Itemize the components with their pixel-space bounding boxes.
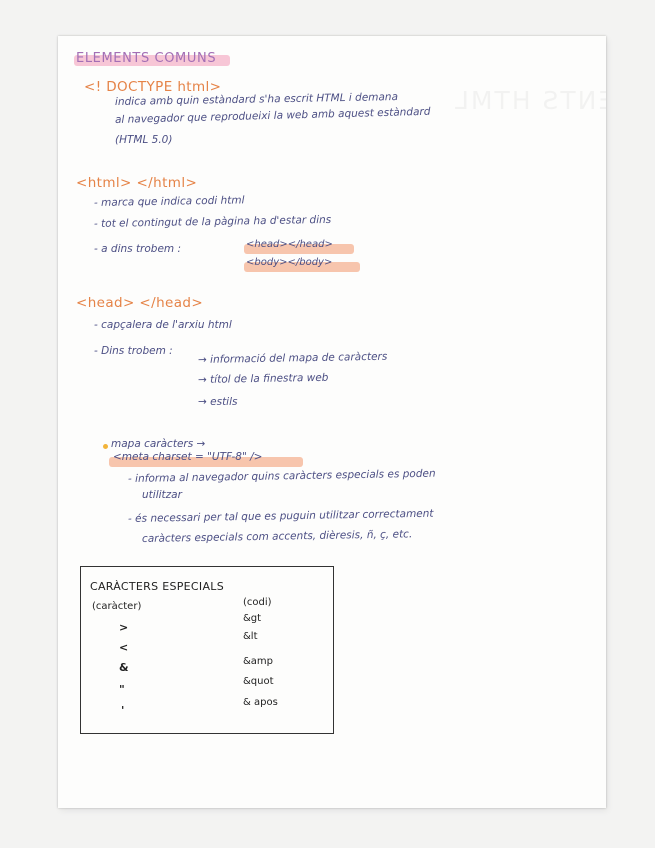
html-bullet-3: - a dins trobem : [94, 243, 182, 255]
head-arrow-1: → informació del mapa de caràcters [197, 350, 388, 366]
meta-charset-tag: <meta charset = "UTF-8" /> [113, 451, 263, 463]
code-ampersand: &amp [243, 656, 274, 667]
char-ampersand: & [119, 661, 129, 674]
doctype-line-3: (HTML 5.0) [115, 134, 173, 146]
head-heading: <head> </head> [76, 295, 204, 311]
doctype-line-1: indica amb quin estàndard s'ha escrit HTML i demana [114, 91, 399, 108]
bleed-through-decoration [453, 86, 606, 115]
html-bullet-1: - marca que indica codi html [93, 194, 245, 209]
column-header-code: (codi) [243, 597, 272, 608]
bullet-dot [103, 444, 108, 449]
char-greater-than: > [119, 621, 129, 634]
html-bullet-2: - tot el contingut de la pàgina ha d'estar dins [93, 213, 332, 230]
charmap-line-3: - és necessari per tal que es puguin utilitzar correctament [127, 507, 434, 525]
head-arrow-2: → títol de la finestra web [197, 371, 329, 386]
notebook-page [58, 36, 606, 808]
code-apostrophe: & apos [243, 697, 278, 708]
inner-tag-body: <body></body> [246, 257, 333, 268]
charmap-line-4: caràcters especials com accents, dièresis, ñ, ç, etc. [141, 528, 413, 545]
special-characters-box [80, 566, 334, 734]
doctype-line-2: al navegador que reprodueixi la web amb aquest estàndard [114, 105, 431, 126]
head-arrow-3: → estils [198, 396, 238, 408]
code-quote: &quot [243, 676, 274, 687]
charmap-line-2: utilitzar [142, 489, 182, 501]
head-bullet-2: - Dins trobem : [94, 345, 173, 357]
head-bullet-1: - capçalera de l'arxiu html [94, 319, 232, 331]
code-less-than: &lt [243, 631, 258, 642]
page-title: ELEMENTS COMUNS [76, 51, 217, 66]
char-less-than: < [119, 641, 129, 654]
char-quote: " [119, 683, 125, 696]
special-characters-title: CARÀCTERS ESPECIALS [90, 580, 224, 593]
code-greater-than: &gt [243, 613, 262, 624]
charmap-label: mapa caràcters → [111, 438, 206, 450]
char-apostrophe: ' [121, 704, 125, 717]
charmap-line-1: - informa al navegador quins caràcters especials es poden [127, 467, 436, 485]
doctype-heading: <! DOCTYPE html> [84, 79, 222, 95]
inner-tag-head: <head></head> [246, 239, 333, 250]
html-heading: <html> </html> [76, 175, 198, 191]
column-header-character: (caràcter) [92, 601, 142, 612]
